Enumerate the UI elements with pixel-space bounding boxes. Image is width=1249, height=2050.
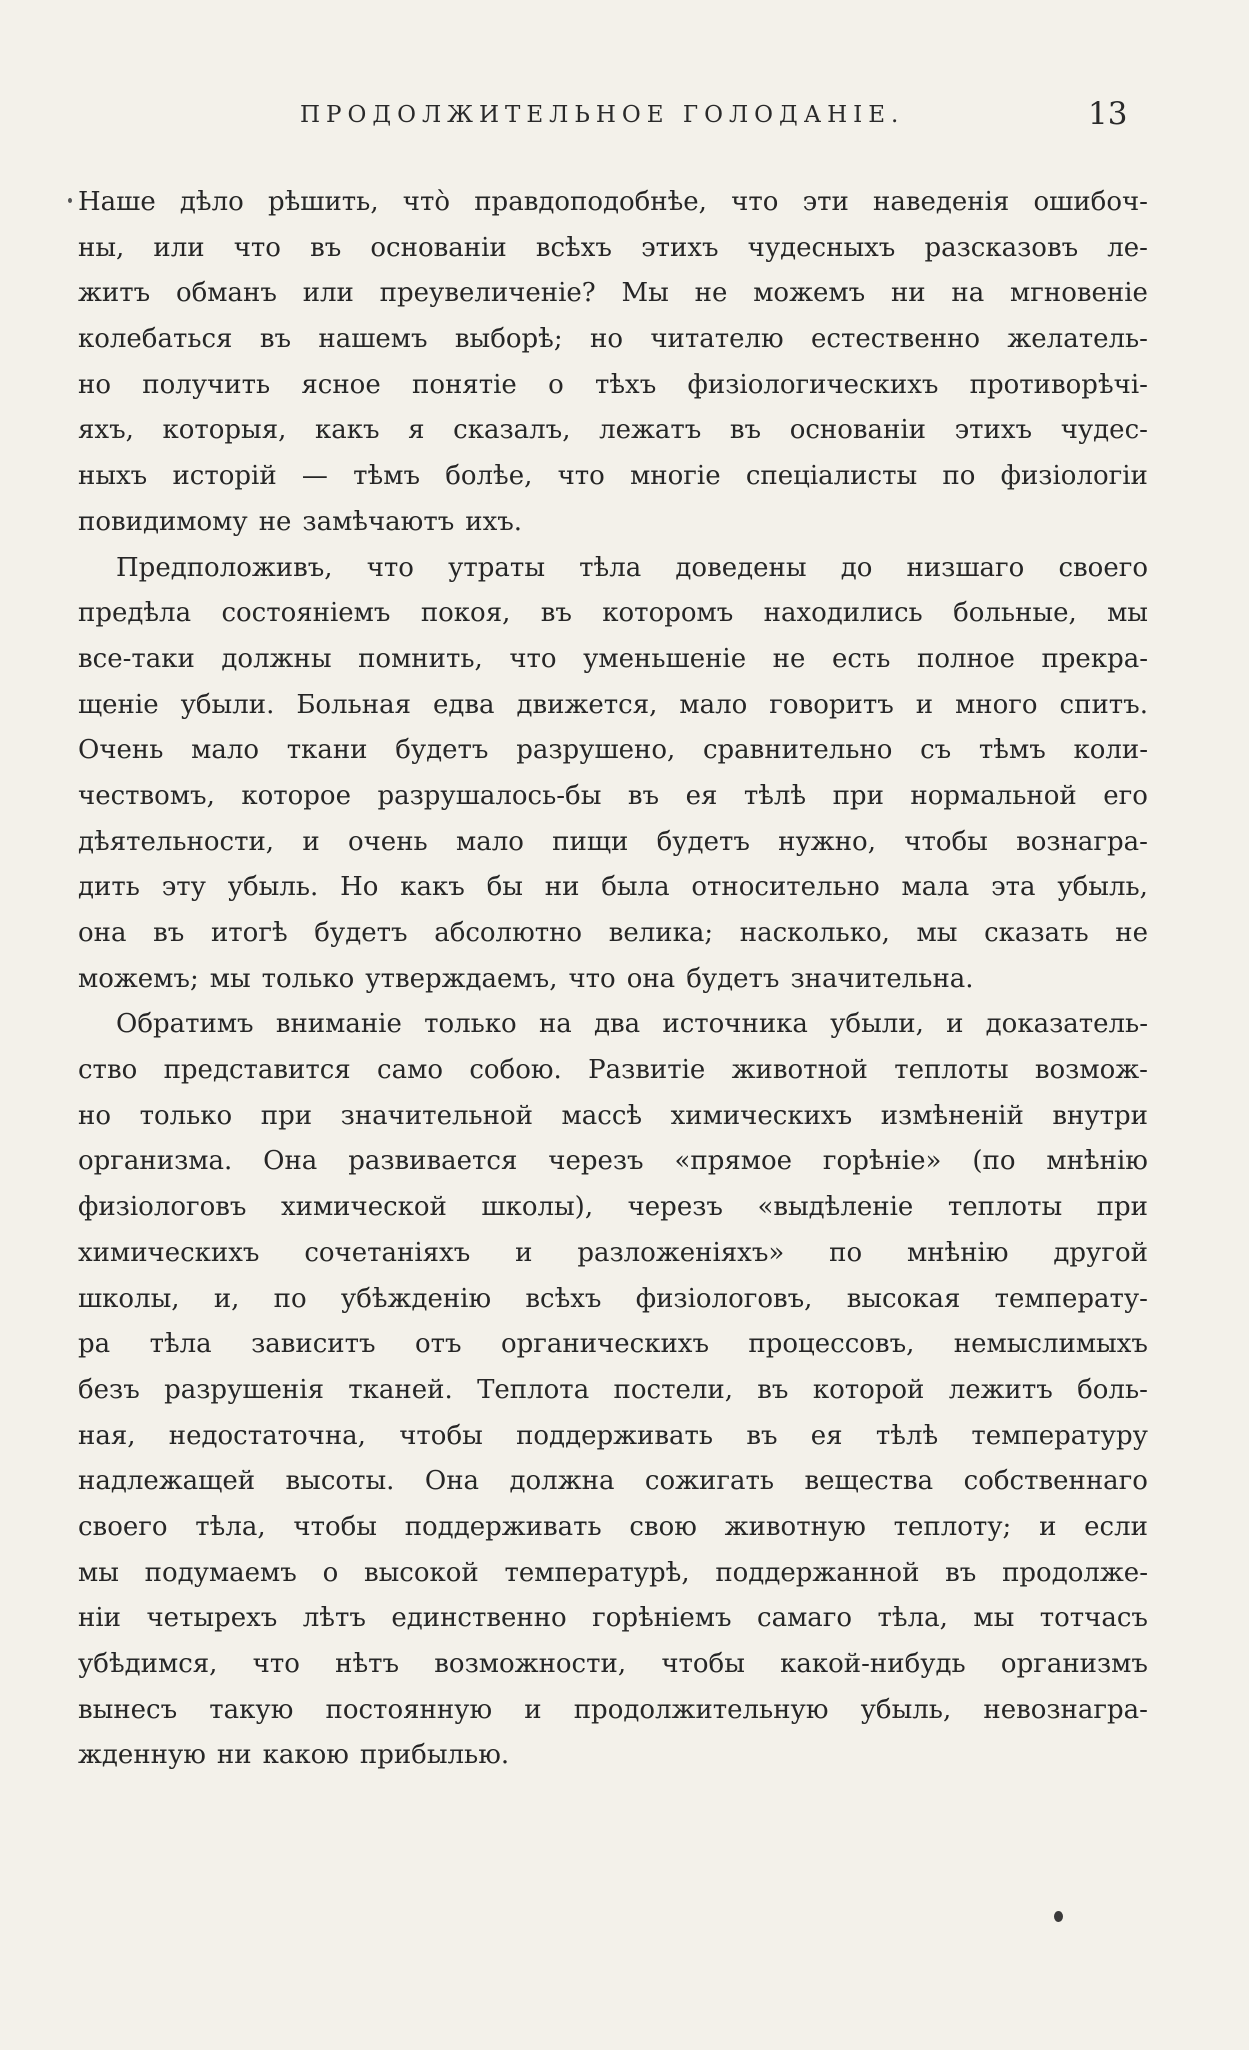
- text-line: физіологовъ химической школы), черезъ «выдѣленіе теплоты при: [78, 1192, 1148, 1223]
- text-line: предѣла состояніемъ покоя, въ которомъ находились больные, мы: [78, 598, 1148, 629]
- text-line: Предположивъ, что утраты тѣла доведены до низшаго своего: [116, 552, 1148, 583]
- text-line: чествомъ, которое разрушалось-бы въ ея тѣлѣ при нормальной его: [78, 780, 1148, 811]
- text-line: надлежащей высоты. Она должна сожигать вещества собственнаго: [78, 1466, 1148, 1497]
- text-line: организма. Она развивается черезъ «прямое горѣніе» (по мнѣнію: [78, 1146, 1148, 1177]
- text-line: безъ разрушенія тканей. Теплота постели, въ которой лежитъ боль-: [78, 1374, 1148, 1405]
- ink-speck: [1054, 1911, 1063, 1922]
- text-line: все-таки должны помнить, что уменьшеніе не есть полное прекра-: [78, 643, 1148, 674]
- text-line: своего тѣла, чтобы поддерживать свою животную теплоту; и если: [78, 1511, 1148, 1542]
- text-line: Наше дѣло рѣшить, чтò правдоподобнѣе, что эти наведенія ошибоч-: [78, 187, 1148, 217]
- text-line: она въ итогѣ будетъ абсолютно велика; насколько, мы сказать не: [78, 918, 1148, 948]
- running-head: ПРОДОЛЖИТЕЛЬНОЕ ГОЛОДАНІЕ.: [300, 102, 905, 128]
- text-line: яхъ, которыя, какъ я сказалъ, лежатъ въ основаніи этихъ чудес-: [78, 415, 1148, 446]
- text-line: вынесъ такую постоянную и продолжительную убыль, невознагра-: [78, 1694, 1148, 1725]
- text-line: житъ обманъ или преувеличеніе? Мы не можемъ ни на мгновеніе: [78, 278, 1148, 309]
- text-line: жденную ни какою прибылью.: [78, 1740, 510, 1771]
- text-line: дить эту убыль. Но какъ бы ни была относительно мала эта убыль,: [78, 872, 1148, 903]
- text-line: мы подумаемъ о высокой температурѣ, поддержанной въ продолже-: [78, 1557, 1148, 1588]
- text-line: убѣдимся, что нѣтъ возможности, чтобы какой-нибудь организмъ: [78, 1649, 1148, 1679]
- text-line: ная, недостаточна, чтобы поддерживать въ ея тѣлѣ температуру: [78, 1420, 1148, 1451]
- ink-speck: [68, 198, 72, 203]
- text-line: но получить ясное понятіе о тѣхъ физіологическихъ противорѣчі-: [78, 369, 1148, 400]
- text-line: колебаться въ нашемъ выборѣ; но читателю естественно желатель-: [78, 324, 1148, 355]
- text-line: школы, и, по убѣжденію всѣхъ физіологовъ, высокая температу-: [78, 1283, 1148, 1314]
- text-line: химическихъ сочетаніяхъ и разложеніяхъ» по мнѣнію другой: [78, 1237, 1148, 1268]
- text-line: ство представится само собою. Развитіе животной теплоты возмож-: [78, 1055, 1148, 1086]
- page-number: 13: [1088, 96, 1128, 132]
- text-line: повидимому не замѣчаютъ ихъ.: [78, 506, 523, 537]
- text-line: ныхъ исторій — тѣмъ болѣе, что многіе спеціалисты по физіологіи: [78, 461, 1148, 492]
- text-line: ра тѣла зависитъ отъ органическихъ процессовъ, немыслимыхъ: [78, 1329, 1148, 1360]
- body-text: [78, 180, 1148, 1779]
- text-line: Обратимъ вниманіе только на два источника убыли, и доказатель-: [116, 1009, 1148, 1040]
- text-line: дѣятельности, и очень мало пищи будетъ нужно, чтобы вознагра-: [78, 826, 1148, 857]
- text-line: Очень мало ткани будетъ разрушено, сравнительно съ тѣмъ коли-: [78, 735, 1148, 766]
- text-line: щеніе убыли. Больная едва движется, мало говоритъ и много спитъ.: [78, 689, 1148, 720]
- text-line: ны, или что въ основаніи всѣхъ этихъ чудесныхъ разсказовъ ле-: [78, 232, 1148, 263]
- text-line: можемъ; мы только утверждаемъ, что она будетъ значительна.: [78, 963, 974, 994]
- text-line: ніи четырехъ лѣтъ единственно горѣніемъ самаго тѣла, мы тотчасъ: [78, 1603, 1148, 1634]
- text-line: но только при значительной массѣ химическихъ измѣненій внутри: [78, 1100, 1148, 1131]
